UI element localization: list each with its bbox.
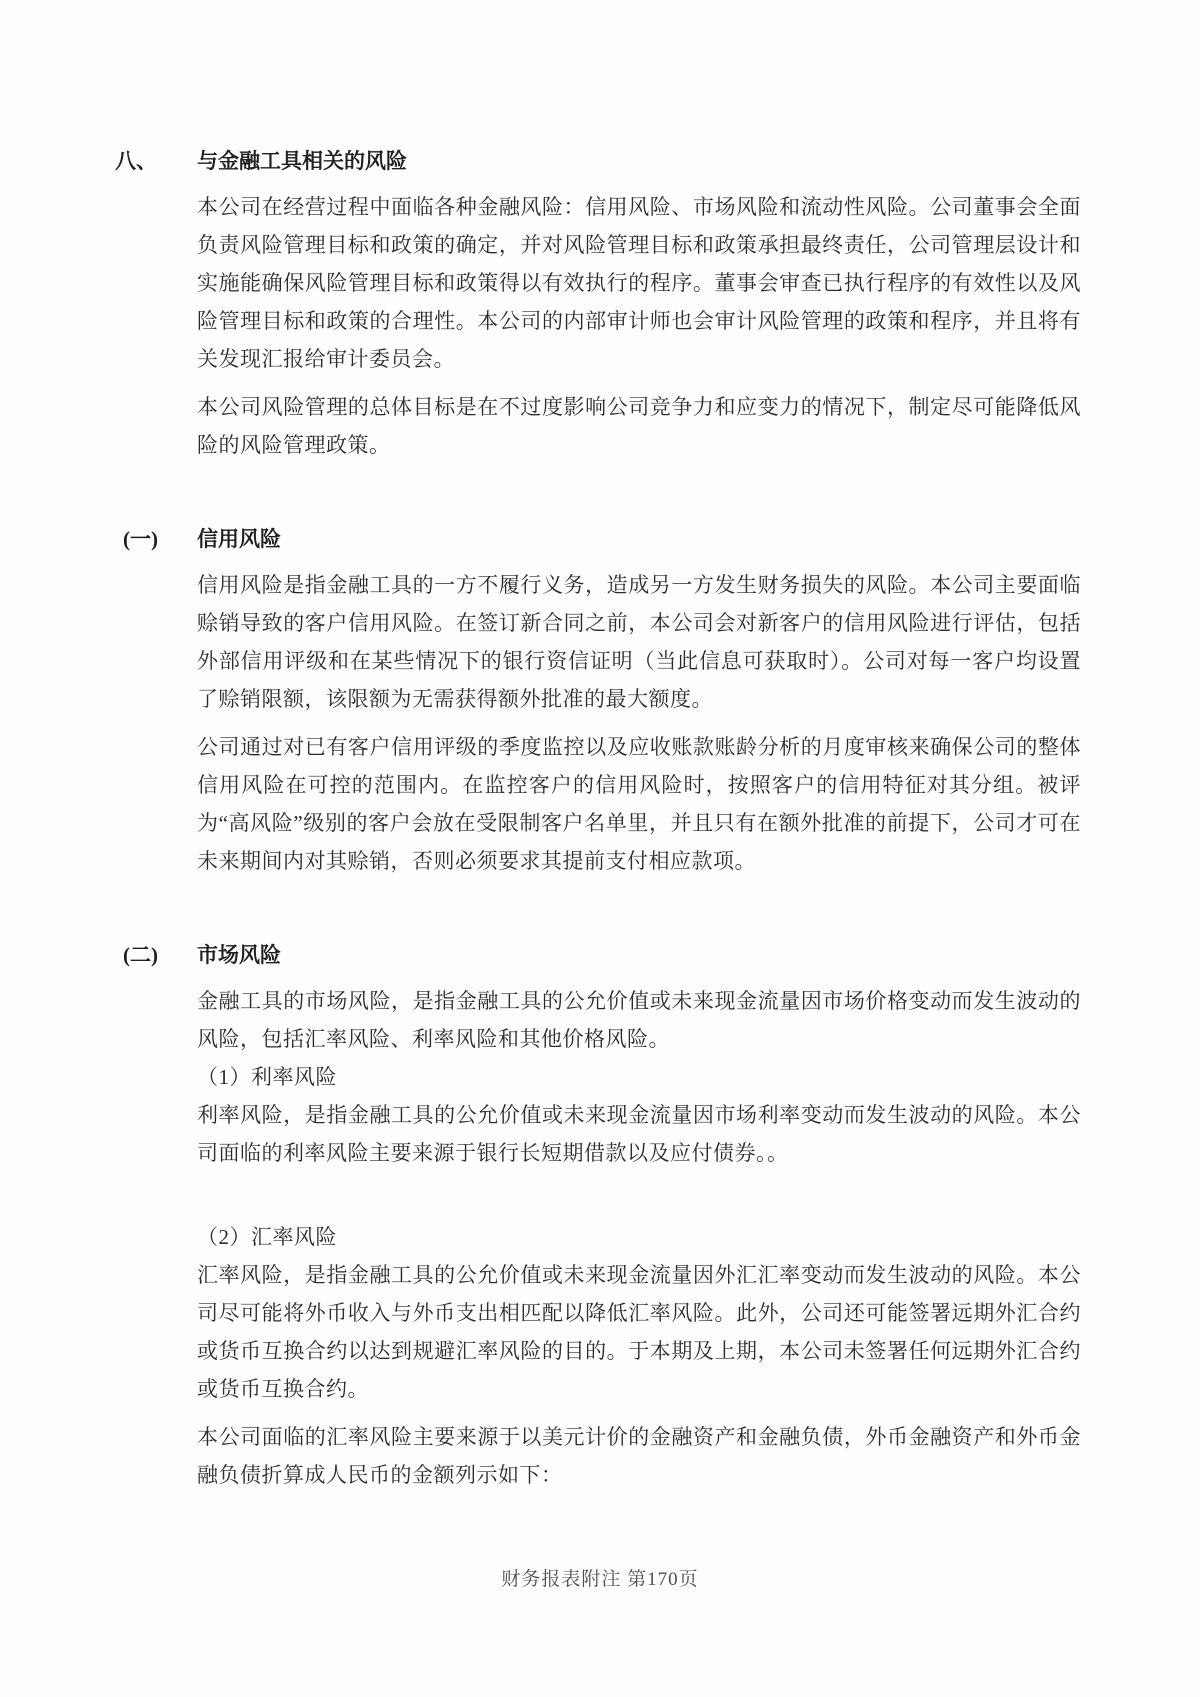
section-number: 八、 — [115, 149, 157, 173]
credit-risk-title: 信用风险 — [197, 527, 281, 551]
exchange-rate-risk-closing: 本公司面临的汇率风险主要来源于以美元计价的金融资产和金融负债，外币金融资产和外币金融负债折算成人民币的金额列示如下： — [197, 1425, 1081, 1487]
exchange-rate-risk-label: （2）汇率风险 — [197, 1225, 337, 1249]
section-heading — [115, 142, 1081, 180]
credit-risk-heading — [123, 520, 1081, 558]
intro-paragraph-1: 本公司在经营过程中面临各种金融风险：信用风险、市场风险和流动性风险。公司董事会全面负责风险管理目标和政策的确定，并对风险管理目标和政策承担最终责任，公司管理层设计和实施能确保风险管理目标和政策得以有效执行的程序。董事会审查已执行程序的有效性以及风险管理目标和政策的合理性。本公司的内部审计师也会审计风险管理的政策和程序，并且将有关发现汇报给审计委员会。 — [197, 195, 1081, 371]
interest-rate-risk-label: （1）利率风险 — [197, 1065, 337, 1089]
interest-rate-risk-text: 利率风险，是指金融工具的公允价值或未来现金流量因市场利率变动而发生波动的风险。本公司面临的利率风险主要来源于银行长短期借款以及应付债券。。 — [197, 1103, 1081, 1165]
exchange-rate-risk-text: 汇率风险，是指金融工具的公允价值或未来现金流量因外汇汇率变动而发生波动的风险。本公司尽可能将外币收入与外币支出相匹配以降低汇率风险。此外，公司还可能签署远期外汇合约或货币互换合约以达到规避汇率风险的目的。于本期及上期，本公司未签署任何远期外汇合约或货币互换合约。 — [197, 1263, 1081, 1401]
credit-risk-number: (一) — [123, 527, 158, 551]
market-risk-title: 市场风险 — [197, 943, 281, 967]
intro-paragraph-2: 本公司风险管理的总体目标是在不过度影响公司竞争力和应变力的情况下，制定尽可能降低风险的风险管理政策。 — [197, 395, 1081, 457]
market-risk-number: (二) — [123, 943, 158, 967]
document-content — [115, 142, 1081, 1494]
market-risk-intro: 金融工具的市场风险，是指金融工具的公允价值或未来现金流量因市场价格变动而发生波动的风险，包括汇率风险、利率风险和其他价格风险。 — [197, 989, 1081, 1051]
market-risk-heading — [123, 936, 1081, 974]
page-footer — [0, 1566, 1200, 1594]
credit-risk-paragraph-1: 信用风险是指金融工具的一方不履行义务，造成另一方发生财务损失的风险。本公司主要面临赊销导致的客户信用风险。在签订新合同之前，本公司会对新客户的信用风险进行评估，包括外部信用评级和在某些情况下的银行资信证明（当此信息可获取时）。公司对每一客户均设置了赊销限额，该限额为无需获得额外批准的最大额度。 — [197, 573, 1081, 711]
credit-risk-paragraph-2: 公司通过对已有客户信用评级的季度监控以及应收账款账龄分析的月度审核来确保公司的整体信用风险在可控的范围内。在监控客户的信用风险时，按照客户的信用特征对其分组。被评为“高风险”级别的客户会放在受限制客户名单里，并且只有在额外批准的前提下，公司才可在未来期间内对其赊销，否则必须要求其提前支付相应款项。 — [197, 735, 1081, 873]
section-title: 与金融工具相关的风险 — [197, 149, 407, 173]
footer-text: 财务报表附注 第170页 — [501, 1569, 699, 1590]
